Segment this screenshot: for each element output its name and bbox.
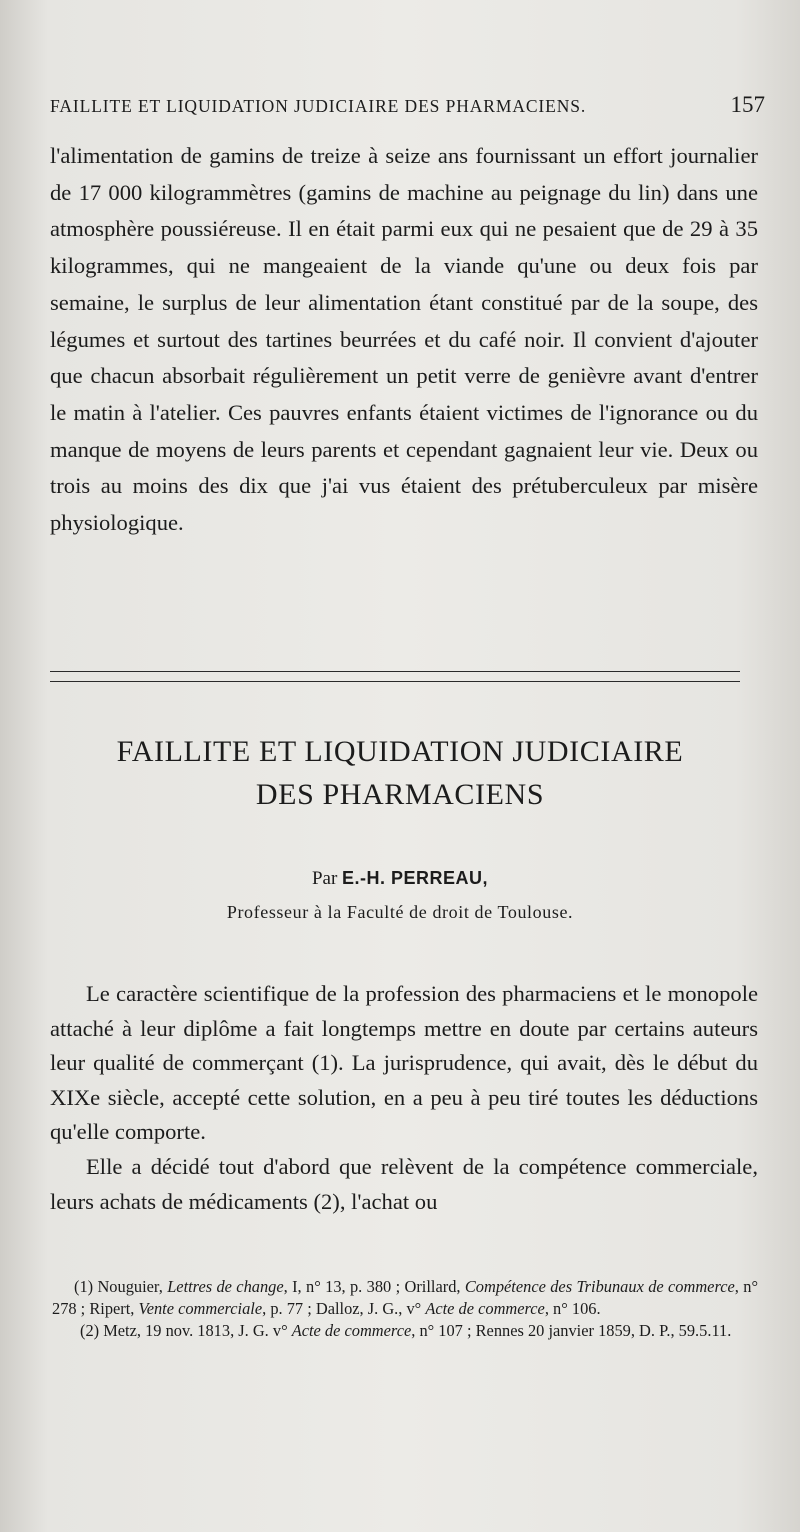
footnote-1-text: , I, n° 13, p. 380 ; Orillard, bbox=[283, 1277, 465, 1296]
page-number: 157 bbox=[730, 92, 765, 117]
footnote-1-text: (1) Nouguier, bbox=[74, 1277, 168, 1296]
footnote-2-text: , n° 107 ; Rennes 20 janvier 1859, D. P., 59.5.11. bbox=[411, 1320, 732, 1340]
author-affiliation: Professeur à la Faculté de droit de Toulouse. bbox=[226, 902, 574, 922]
intro-paragraph: l'alimentation de gamins de treize à seize ans fournissant un effort journalier de 17 000 kilogrammètres (gamins de machine au peignage du lin) dans une atmosphère poussiéreuse. Il en était parmi eux qui ne pesaient que de 29 à 35 kilogrammes, qui ne mangeaient de la viande qu'une ou deux fois par semaine, le surplus de leur alimentation étant constitué par de la soupe, des légumes et surtout des tartines beurrées et du café noir. Il convient d'ajouter que chacun absorbait régulièrement un petit verre de genièvre avant d'entrer le matin à l'atelier. Ces pauvres enfants étaient victimes de l'ignorance ou du manque de moyens de leurs parents et cependant gagnaient leur vie. Deux ou trois au moins des dix que j'ai vus étaient des prétuberculeux par misère physiologique. bbox=[50, 143, 758, 536]
article-title-line-2: DES PHARMACIENS bbox=[255, 778, 545, 811]
author-name: E.-H. PERREAU, bbox=[342, 868, 489, 888]
footnote-2 bbox=[58, 1320, 758, 1342]
footnote-1-work-title: Lettres de change bbox=[167, 1277, 284, 1296]
footnote-2-text: (2) Metz, 19 nov. 1813, J. G. v° bbox=[80, 1320, 292, 1340]
footnote-1 bbox=[52, 1276, 758, 1320]
section-divider-thick bbox=[50, 671, 740, 672]
footnote-1-work-title: Acte de commerce bbox=[425, 1298, 545, 1318]
footnotes bbox=[52, 1276, 758, 1341]
footnote-2-work-title: Acte de commerce bbox=[291, 1320, 412, 1340]
byline bbox=[0, 868, 800, 890]
footnote-1-work-title: Vente commerciale bbox=[138, 1298, 263, 1318]
running-header bbox=[50, 92, 765, 118]
article-title-line-1: FAILLITE ET LIQUIDATION JUDICIAIRE bbox=[116, 735, 684, 768]
footnote-1-text: , n° 278 ; Ripert, bbox=[52, 1277, 758, 1318]
article-paragraph-1: Le caractère scientifique de la profession des pharmaciens et le monopole attaché à leur diplôme a fait longtemps mettre en doute par certains auteurs leur qualité de commerçant (1). La jurisprudence, qui avait, dès le début du XIXe siècle, accepté cette solution, en a peu à peu tiré toutes les déductions qu'elle comporte. bbox=[50, 981, 758, 1145]
section-divider-thin bbox=[50, 681, 740, 682]
article-title bbox=[0, 730, 800, 816]
footnote-1-text: , p. 77 ; Dalloz, J. G., v° bbox=[262, 1298, 426, 1318]
running-title: FAILLITE ET LIQUIDATION JUDICIAIRE DES PHARMACIENS. bbox=[50, 96, 587, 116]
byline-prefix: Par bbox=[311, 868, 338, 889]
article-body bbox=[50, 977, 758, 1219]
footnote-1-work-title: Compétence des Tribunaux de commerce bbox=[464, 1277, 735, 1296]
footnote-1-text: , n° 106. bbox=[544, 1298, 601, 1318]
article-paragraph-2: Elle a décidé tout d'abord que relèvent de la compétence commerciale, leurs achats de médicaments (2), l'achat ou bbox=[50, 1153, 758, 1214]
